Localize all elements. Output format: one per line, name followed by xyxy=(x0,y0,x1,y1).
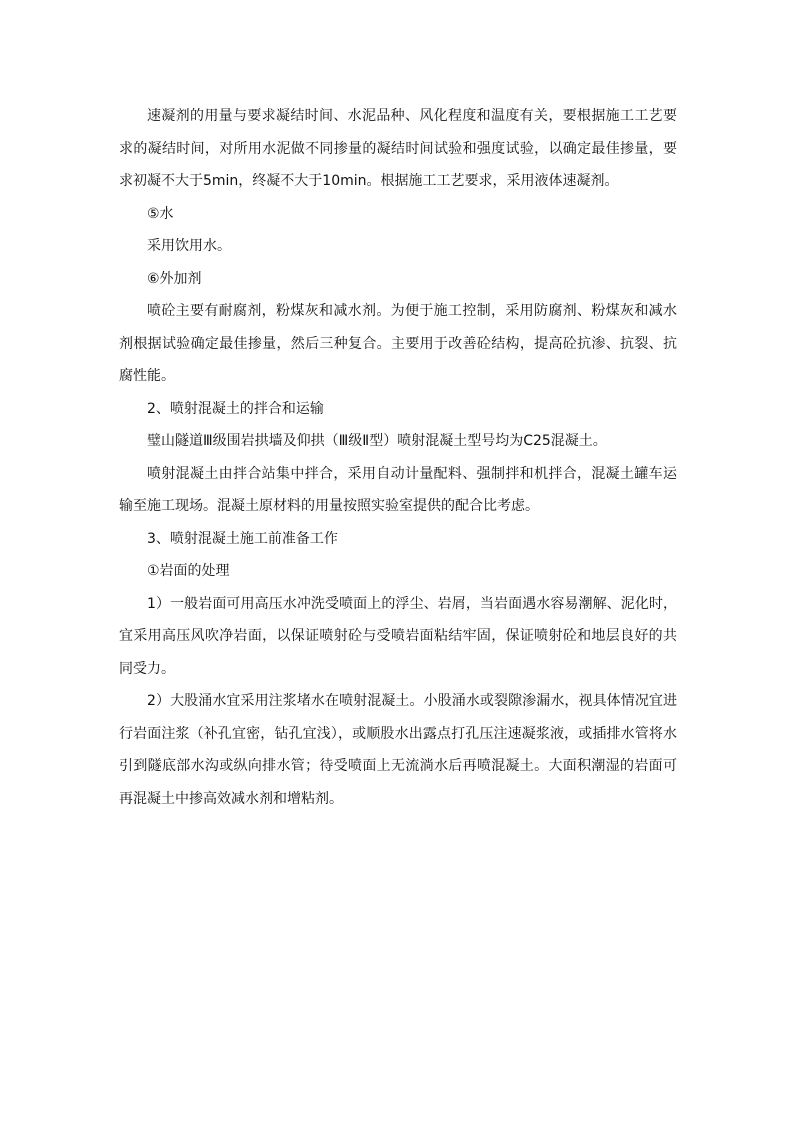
paragraph-admixture: 喷砼主要有耐腐剂，粉煤灰和减水剂。为便于施工控制，采用防腐剂、粉煤灰和减水剂根据试验确定最佳掺量，然后三种复合。主要用于改善砼结构，提高砼抗渗、抗裂、抗腐性能。 xyxy=(119,303,677,384)
heading-mixing-transport: 2、喷射混凝土的拌合和运输 xyxy=(147,400,324,417)
heading-rock-surface: ①岩面的处理 xyxy=(147,563,230,579)
heading-preparation: 3、喷射混凝土施工前准备工作 xyxy=(147,530,338,547)
paragraph-water: 采用饮用水。 xyxy=(147,238,231,254)
paragraph-rock-surface-2: 2）大股涌水宜采用注浆堵水在喷射混凝土。小股涌水或裂隙渗漏水，视具体情况宜进行岩面注浆（补孔宜密，钻孔宜浅），或顺股水出露点打孔压注速凝浆液，或插排水管将水引到隧底部水沟或纵向排水管；待受喷面上无流淌水后再喷混凝土。大面积潮湿的岩面可再混凝土中掺高效减水剂和增粘剂。 xyxy=(119,693,677,807)
paragraph-accelerator-dosage: 速凝剂的用量与要求凝结时间、水泥品种、风化程度和温度有关，要根据施工工艺要求的凝结时间，对所用水泥做不同掺量的凝结时间试验和强度试验，以确定最佳掺量，要求初凝不大于5min，终凝不大于10min。根据施工工艺要求，采用液体速凝剂。 xyxy=(119,108,677,189)
paragraph-rock-surface-1: 1）一般岩面可用高压水冲洗受喷面上的浮尘、岩屑，当岩面遇水容易潮解、泥化时，宜采用高压风吹净岩面，以保证喷射砼与受喷岩面粘结牢固，保证喷射砼和地层良好的共同受力。 xyxy=(119,595,677,677)
paragraph-concrete-grade: 璧山隧道Ⅲ级围岩拱墙及仰拱（Ⅲ级Ⅱ型）喷射混凝土型号均为C25混凝土。 xyxy=(147,433,607,449)
paragraph-mixing-station: 喷射混凝土由拌合站集中拌合，采用自动计量配料、强制拌和机拌合，混凝土罐车运输至施工现场。混凝土原材料的用量按照实验室提供的配合比考虑。 xyxy=(119,465,677,514)
heading-water: ⑤水 xyxy=(147,205,174,222)
document-body xyxy=(119,100,677,815)
heading-admixture: ⑥外加剂 xyxy=(147,270,202,287)
